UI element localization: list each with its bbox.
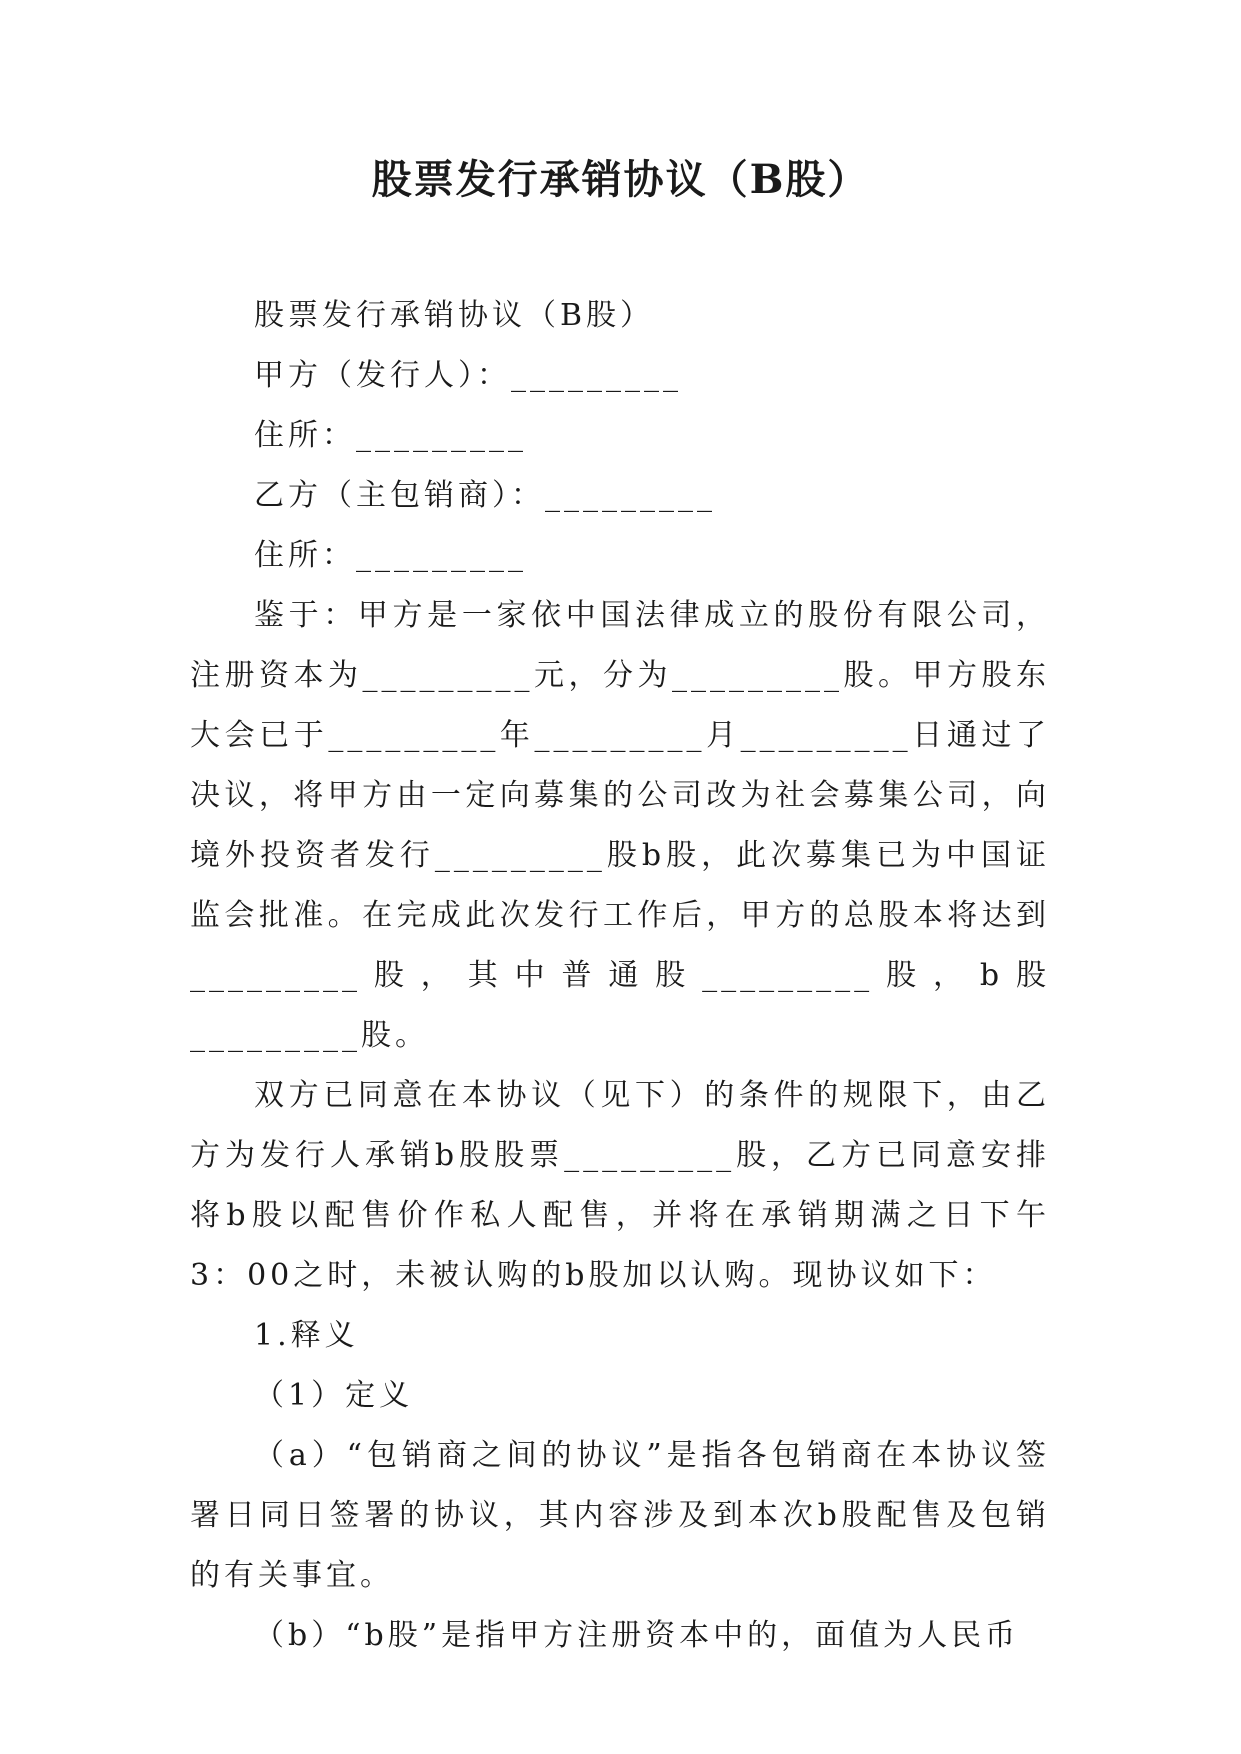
paragraph-party-b-address: 住所：_________ bbox=[254, 538, 527, 573]
definition-item-a: （a）“包销商之间的协议”是指各包销商在本协议签署日同日签署的协议，其内容涉及到本次b股配售及包销的有关事宜。 bbox=[190, 1438, 1050, 1593]
paragraph-whereas: 鉴于：甲方是一家依中国法律成立的股份有限公司，注册资本为_________元，分为_________股。甲方股东大会已于_________年_________月_________日通过了决议，将甲方由一定向募集的公司改为社会募集公司，向境外投资者发行_________股b股，此次募集已为中国证监会批准。在完成此次发行工作后，甲方的总股本将达到_________股，其中普通股_________股，b股_________股。 bbox=[190, 598, 1050, 1053]
document-body bbox=[190, 286, 1050, 1666]
paragraph-party-a-address: 住所：_________ bbox=[254, 418, 527, 453]
paragraph-agreement: 双方已同意在本协议（见下）的条件的规限下，由乙方为发行人承销b股股票_________股，乙方已同意安排将b股以配售价作私人配售，并将在承销期满之日下午3：00之时，未被认购的b股加以认购。现协议如下： bbox=[190, 1078, 1050, 1293]
paragraph-party-b: 乙方（主包销商）：_________ bbox=[254, 478, 716, 513]
section-heading-definitions: 1.释义 bbox=[254, 1318, 359, 1353]
paragraph-subtitle: 股票发行承销协议（B股） bbox=[254, 298, 655, 333]
paragraph-party-a: 甲方（发行人）：_________ bbox=[254, 358, 682, 393]
subsection-heading-definitions: （1）定义 bbox=[254, 1378, 414, 1413]
document-title: 股票发行承销协议（B股） bbox=[371, 156, 870, 203]
definition-item-b: （b）“b股”是指甲方注册资本中的，面值为人民币 bbox=[254, 1618, 1020, 1653]
